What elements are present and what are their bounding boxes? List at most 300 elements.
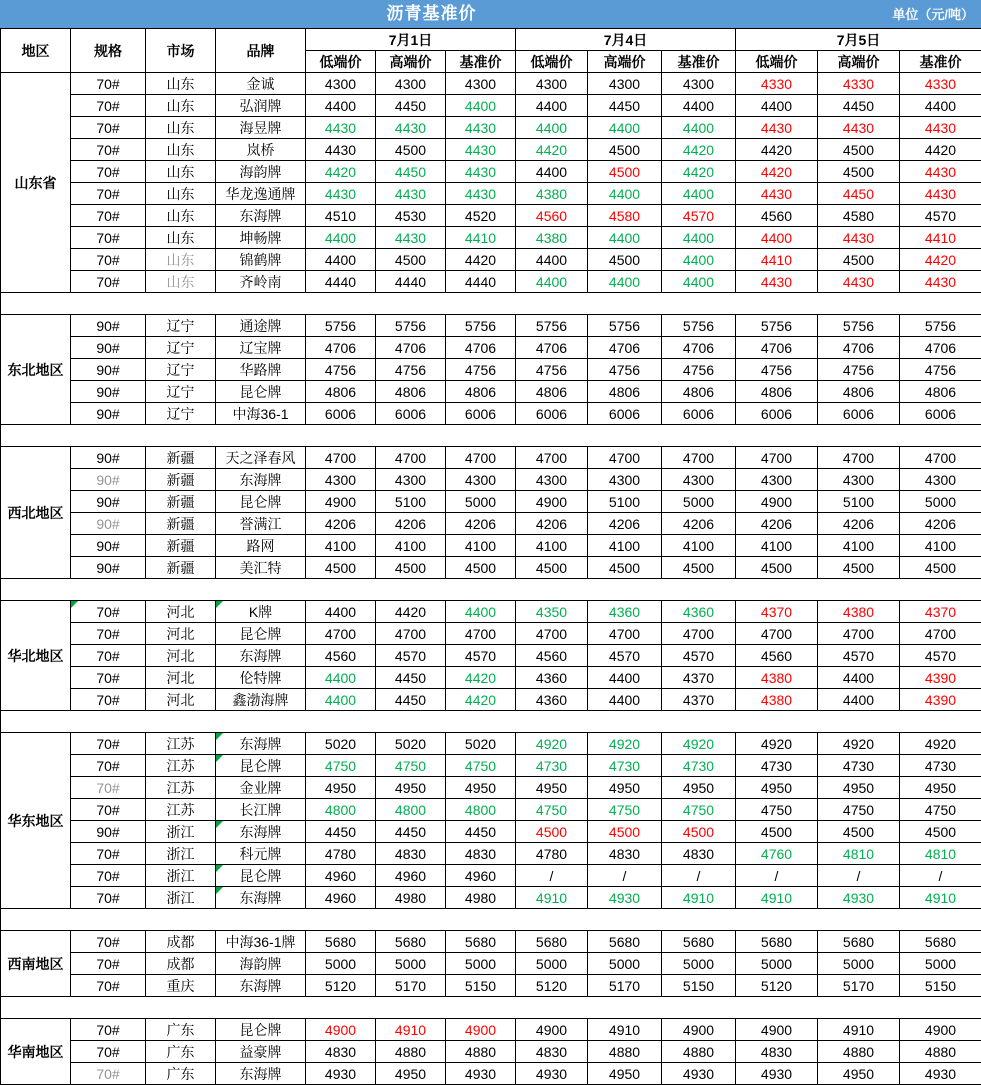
price-cell: 4206 bbox=[306, 513, 376, 535]
price-cell: 4920 bbox=[900, 733, 981, 755]
price-cell: 4930 bbox=[446, 1063, 516, 1085]
price-cell: / bbox=[900, 865, 981, 887]
region-cell: 华南地区 bbox=[1, 1019, 71, 1085]
price-cell: 4500 bbox=[818, 557, 900, 579]
price-cell: 4450 bbox=[376, 161, 446, 183]
price-cell: 5170 bbox=[376, 975, 446, 997]
price-cell: 4830 bbox=[446, 843, 516, 865]
brand-cell: 昆仑牌 bbox=[216, 755, 306, 777]
spec-cell: 70# bbox=[71, 755, 146, 777]
table-row bbox=[1, 975, 981, 997]
price-cell: 5000 bbox=[900, 491, 981, 513]
brand-cell: 金诚 bbox=[216, 73, 306, 95]
price-cell: 4580 bbox=[818, 205, 900, 227]
brand-cell: 昆仑牌 bbox=[216, 865, 306, 887]
spec-cell: 70# bbox=[71, 843, 146, 865]
price-cell: 4756 bbox=[900, 359, 981, 381]
price-cell: 5680 bbox=[376, 931, 446, 953]
price-cell: 4900 bbox=[662, 1019, 736, 1041]
spec-cell: 70# bbox=[71, 271, 146, 293]
price-cell: 4100 bbox=[818, 535, 900, 557]
price-cell: 4806 bbox=[736, 381, 818, 403]
price-cell: 4420 bbox=[900, 139, 981, 161]
unit-label: 单位（元/吨） bbox=[892, 7, 974, 22]
brand-cell: 东海牌 bbox=[216, 205, 306, 227]
price-cell: 4750 bbox=[900, 799, 981, 821]
price-cell: 4960 bbox=[306, 865, 376, 887]
table-row bbox=[1, 667, 981, 689]
price-cell: 4380 bbox=[516, 183, 588, 205]
price-cell: 4430 bbox=[306, 139, 376, 161]
price-cell: 4780 bbox=[516, 843, 588, 865]
price-cell: 4400 bbox=[818, 689, 900, 711]
price-cell: 4950 bbox=[516, 777, 588, 799]
brand-cell: 东海牌 bbox=[216, 733, 306, 755]
brand-cell: 辽宝牌 bbox=[216, 337, 306, 359]
price-cell: 4960 bbox=[446, 865, 516, 887]
price-cell: 5756 bbox=[662, 315, 736, 337]
price-cell: 4420 bbox=[516, 139, 588, 161]
price-cell: 4800 bbox=[306, 799, 376, 821]
price-cell: 5680 bbox=[306, 931, 376, 953]
price-cell: 4430 bbox=[306, 183, 376, 205]
market-cell: 河北 bbox=[146, 667, 216, 689]
brand-cell: 长江牌 bbox=[216, 799, 306, 821]
brand-cell: 昆仑牌 bbox=[216, 381, 306, 403]
spec-cell: 70# bbox=[71, 95, 146, 117]
price-cell: 4450 bbox=[376, 667, 446, 689]
price-cell: 4300 bbox=[588, 73, 662, 95]
price-cell: 4920 bbox=[736, 733, 818, 755]
price-cell: 4100 bbox=[662, 535, 736, 557]
price-cell: 4410 bbox=[446, 227, 516, 249]
price-cell: 4706 bbox=[818, 337, 900, 359]
price-cell: 4700 bbox=[818, 623, 900, 645]
spec-cell: 70# bbox=[71, 1041, 146, 1063]
price-cell: 4430 bbox=[376, 227, 446, 249]
price-cell: 5000 bbox=[900, 953, 981, 975]
price-cell: 4520 bbox=[446, 205, 516, 227]
price-cell: 4410 bbox=[736, 249, 818, 271]
price-cell: 4920 bbox=[662, 733, 736, 755]
price-cell: 4756 bbox=[376, 359, 446, 381]
page-title: 沥青基准价 bbox=[386, 4, 477, 23]
spec-cell: 70# bbox=[71, 689, 146, 711]
error-flag-icon bbox=[216, 601, 223, 608]
price-cell: 4960 bbox=[376, 865, 446, 887]
spec-cell: 90# bbox=[71, 491, 146, 513]
price-cell: 5020 bbox=[306, 733, 376, 755]
spec-cell: 70# bbox=[71, 205, 146, 227]
price-cell: 4330 bbox=[900, 73, 981, 95]
price-cell: 4700 bbox=[306, 623, 376, 645]
market-cell: 辽宁 bbox=[146, 337, 216, 359]
price-cell: 4806 bbox=[900, 381, 981, 403]
price-cell: 4930 bbox=[736, 1063, 818, 1085]
market-cell: 山东 bbox=[146, 271, 216, 293]
price-cell: 4830 bbox=[736, 1041, 818, 1063]
market-cell: 山东 bbox=[146, 227, 216, 249]
price-cell: 4400 bbox=[516, 95, 588, 117]
price-cell: 4380 bbox=[736, 667, 818, 689]
price-cell: 4400 bbox=[306, 249, 376, 271]
header-row-dates bbox=[1, 29, 981, 51]
price-cell: 5000 bbox=[376, 953, 446, 975]
price-cell: 5000 bbox=[818, 953, 900, 975]
price-cell: 4400 bbox=[662, 117, 736, 139]
price-cell: 4430 bbox=[376, 117, 446, 139]
spec-cell: 70# bbox=[71, 975, 146, 997]
table-row bbox=[1, 821, 981, 843]
table-row bbox=[1, 117, 981, 139]
price-cell: 5756 bbox=[306, 315, 376, 337]
brand-cell: 锦鹤牌 bbox=[216, 249, 306, 271]
price-cell: 4900 bbox=[736, 1019, 818, 1041]
price-cell: 4430 bbox=[306, 117, 376, 139]
price-cell: 4430 bbox=[446, 139, 516, 161]
price-cell: 4560 bbox=[516, 205, 588, 227]
price-cell: 4300 bbox=[306, 469, 376, 491]
price-cell: 4706 bbox=[736, 337, 818, 359]
market-cell: 重庆 bbox=[146, 975, 216, 997]
market-cell: 浙江 bbox=[146, 821, 216, 843]
price-cell: 4700 bbox=[588, 447, 662, 469]
price-cell: 6006 bbox=[588, 403, 662, 425]
price-cell: 4760 bbox=[736, 843, 818, 865]
price-cell: 4400 bbox=[588, 689, 662, 711]
market-cell: 山东 bbox=[146, 117, 216, 139]
price-cell: 5150 bbox=[446, 975, 516, 997]
table-row bbox=[1, 183, 981, 205]
brand-cell: 坤畅牌 bbox=[216, 227, 306, 249]
price-cell: 4700 bbox=[516, 447, 588, 469]
market-cell: 浙江 bbox=[146, 887, 216, 909]
col-header-high-3: 高端价 bbox=[818, 51, 900, 73]
price-cell: 4530 bbox=[376, 205, 446, 227]
price-cell: 6006 bbox=[900, 403, 981, 425]
price-cell: 4500 bbox=[376, 139, 446, 161]
price-cell: 4950 bbox=[900, 777, 981, 799]
brand-cell: 通途牌 bbox=[216, 315, 306, 337]
brand-cell: 金业牌 bbox=[216, 777, 306, 799]
col-header-low-2: 低端价 bbox=[516, 51, 588, 73]
price-cell: 4930 bbox=[818, 887, 900, 909]
price-cell: 4430 bbox=[736, 183, 818, 205]
error-flag-icon bbox=[71, 601, 78, 608]
price-cell: 4706 bbox=[900, 337, 981, 359]
price-cell: 6006 bbox=[446, 403, 516, 425]
price-cell: 4500 bbox=[662, 557, 736, 579]
market-cell: 河北 bbox=[146, 601, 216, 623]
spec-cell: 70# bbox=[71, 601, 146, 623]
price-cell: 4810 bbox=[818, 843, 900, 865]
price-cell: 4330 bbox=[818, 73, 900, 95]
price-cell: 4100 bbox=[446, 535, 516, 557]
price-cell: 4706 bbox=[376, 337, 446, 359]
price-cell: 4300 bbox=[662, 469, 736, 491]
price-cell: 4750 bbox=[818, 799, 900, 821]
spec-cell: 70# bbox=[71, 645, 146, 667]
error-flag-icon bbox=[216, 821, 223, 828]
section-separator bbox=[1, 293, 981, 315]
price-cell: 4400 bbox=[516, 161, 588, 183]
price-cell: 4750 bbox=[516, 799, 588, 821]
price-cell: 4950 bbox=[662, 777, 736, 799]
price-cell: 4500 bbox=[736, 557, 818, 579]
col-header-date-3: 7月5日 bbox=[736, 29, 981, 51]
price-cell: 4206 bbox=[376, 513, 446, 535]
brand-cell: 伦特牌 bbox=[216, 667, 306, 689]
price-cell: 4830 bbox=[588, 843, 662, 865]
brand-cell: 海昱牌 bbox=[216, 117, 306, 139]
price-cell: 5756 bbox=[376, 315, 446, 337]
price-cell: 4430 bbox=[446, 183, 516, 205]
price-cell: 4910 bbox=[900, 887, 981, 909]
spec-cell: 90# bbox=[71, 315, 146, 337]
price-cell: 4400 bbox=[306, 227, 376, 249]
price-cell: 4300 bbox=[588, 469, 662, 491]
price-cell: 4730 bbox=[818, 755, 900, 777]
price-cell: 4430 bbox=[900, 117, 981, 139]
price-cell: 4730 bbox=[736, 755, 818, 777]
price-cell: 4560 bbox=[736, 205, 818, 227]
price-cell: 4780 bbox=[306, 843, 376, 865]
price-cell: 5000 bbox=[446, 491, 516, 513]
price-cell: 4500 bbox=[588, 249, 662, 271]
price-cell: 4980 bbox=[446, 887, 516, 909]
price-cell: 4370 bbox=[736, 601, 818, 623]
price-cell: 4300 bbox=[446, 469, 516, 491]
price-cell: 4830 bbox=[662, 843, 736, 865]
spec-cell: 70# bbox=[71, 667, 146, 689]
price-cell: 6006 bbox=[306, 403, 376, 425]
price-cell: 4400 bbox=[516, 249, 588, 271]
price-cell: 4430 bbox=[376, 183, 446, 205]
spec-cell: 90# bbox=[71, 557, 146, 579]
table-row bbox=[1, 887, 981, 909]
price-cell: 4420 bbox=[376, 601, 446, 623]
price-cell: 4950 bbox=[306, 777, 376, 799]
price-cell: 4706 bbox=[662, 337, 736, 359]
price-cell: 4560 bbox=[736, 645, 818, 667]
price-cell: 4360 bbox=[516, 667, 588, 689]
table-header bbox=[1, 29, 981, 73]
price-cell: 5100 bbox=[376, 491, 446, 513]
col-header-base-1: 基准价 bbox=[446, 51, 516, 73]
price-cell: 4950 bbox=[376, 1063, 446, 1085]
price-cell: 4900 bbox=[900, 1019, 981, 1041]
price-cell: 4420 bbox=[900, 249, 981, 271]
col-header-region: 地区 bbox=[1, 29, 71, 73]
price-cell: 4910 bbox=[818, 1019, 900, 1041]
price-cell: 4500 bbox=[306, 557, 376, 579]
region-cell: 山东省 bbox=[1, 73, 71, 293]
price-cell: 4910 bbox=[736, 887, 818, 909]
price-cell: 4206 bbox=[900, 513, 981, 535]
price-cell: 6006 bbox=[516, 403, 588, 425]
table-row bbox=[1, 733, 981, 755]
table-row bbox=[1, 689, 981, 711]
price-cell: 4880 bbox=[900, 1041, 981, 1063]
price-cell: 4400 bbox=[446, 95, 516, 117]
price-cell: 4500 bbox=[818, 249, 900, 271]
price-cell: 4806 bbox=[588, 381, 662, 403]
price-cell: 4420 bbox=[446, 667, 516, 689]
spec-cell: 70# bbox=[71, 249, 146, 271]
price-cell: 5000 bbox=[662, 953, 736, 975]
price-cell: 4806 bbox=[818, 381, 900, 403]
price-cell: 4400 bbox=[900, 95, 981, 117]
price-cell: 4370 bbox=[662, 689, 736, 711]
price-cell: 5000 bbox=[588, 953, 662, 975]
price-cell: 4500 bbox=[446, 557, 516, 579]
price-cell: 4370 bbox=[900, 601, 981, 623]
price-cell: 4400 bbox=[736, 95, 818, 117]
price-cell: 4400 bbox=[588, 271, 662, 293]
price-cell: 4206 bbox=[588, 513, 662, 535]
price-cell: 4756 bbox=[306, 359, 376, 381]
market-cell: 河北 bbox=[146, 689, 216, 711]
col-header-high-1: 高端价 bbox=[376, 51, 446, 73]
table-row bbox=[1, 799, 981, 821]
price-cell: 4400 bbox=[818, 667, 900, 689]
spec-cell: 70# bbox=[71, 623, 146, 645]
price-cell: 4910 bbox=[376, 1019, 446, 1041]
price-table bbox=[0, 28, 981, 1085]
table-row bbox=[1, 931, 981, 953]
brand-cell: 齐岭南 bbox=[216, 271, 306, 293]
market-cell: 江苏 bbox=[146, 755, 216, 777]
price-cell: / bbox=[818, 865, 900, 887]
separator-cell bbox=[1, 425, 981, 447]
market-cell: 山东 bbox=[146, 161, 216, 183]
price-cell: 4500 bbox=[818, 139, 900, 161]
price-cell: 4930 bbox=[588, 887, 662, 909]
spec-cell: 90# bbox=[71, 359, 146, 381]
price-cell: 4880 bbox=[662, 1041, 736, 1063]
brand-cell: 东海牌 bbox=[216, 821, 306, 843]
market-cell: 新疆 bbox=[146, 469, 216, 491]
price-cell: 4300 bbox=[446, 73, 516, 95]
price-cell: 5150 bbox=[662, 975, 736, 997]
price-cell: 4800 bbox=[446, 799, 516, 821]
col-header-base-3: 基准价 bbox=[900, 51, 981, 73]
brand-cell: 鑫渤海牌 bbox=[216, 689, 306, 711]
price-cell: 4500 bbox=[900, 557, 981, 579]
price-cell: 4100 bbox=[736, 535, 818, 557]
price-cell: 4700 bbox=[446, 447, 516, 469]
brand-cell: 东海牌 bbox=[216, 1063, 306, 1085]
market-cell: 新疆 bbox=[146, 557, 216, 579]
price-cell: 4750 bbox=[376, 755, 446, 777]
brand-cell: 昆仑牌 bbox=[216, 1019, 306, 1041]
spec-cell: 70# bbox=[71, 139, 146, 161]
price-cell: 4806 bbox=[376, 381, 446, 403]
price-cell: 4910 bbox=[662, 887, 736, 909]
price-cell: 4300 bbox=[818, 469, 900, 491]
table-row bbox=[1, 161, 981, 183]
price-cell: 5000 bbox=[516, 953, 588, 975]
spec-cell: 90# bbox=[71, 381, 146, 403]
price-cell: 4830 bbox=[376, 843, 446, 865]
table-row bbox=[1, 205, 981, 227]
price-cell: 4400 bbox=[516, 117, 588, 139]
price-cell: 5170 bbox=[818, 975, 900, 997]
price-cell: 4950 bbox=[736, 777, 818, 799]
brand-cell: 中海36-1牌 bbox=[216, 931, 306, 953]
table-row bbox=[1, 557, 981, 579]
price-cell: 4300 bbox=[736, 469, 818, 491]
price-cell: 4360 bbox=[516, 689, 588, 711]
price-cell: 4700 bbox=[900, 447, 981, 469]
table-row bbox=[1, 1063, 981, 1085]
price-cell: 4430 bbox=[818, 271, 900, 293]
price-cell: 4500 bbox=[736, 821, 818, 843]
price-cell: 6006 bbox=[736, 403, 818, 425]
price-cell: 4950 bbox=[588, 777, 662, 799]
price-cell: 4950 bbox=[376, 777, 446, 799]
col-header-high-2: 高端价 bbox=[588, 51, 662, 73]
table-row bbox=[1, 249, 981, 271]
price-cell: 4800 bbox=[376, 799, 446, 821]
price-cell: 4700 bbox=[736, 623, 818, 645]
price-cell: 5680 bbox=[818, 931, 900, 953]
market-cell: 山东 bbox=[146, 73, 216, 95]
price-cell: 5150 bbox=[900, 975, 981, 997]
price-cell: 4570 bbox=[376, 645, 446, 667]
price-cell: 5680 bbox=[446, 931, 516, 953]
price-cell: 4920 bbox=[818, 733, 900, 755]
price-cell: 4100 bbox=[306, 535, 376, 557]
spec-cell: 70# bbox=[71, 1019, 146, 1041]
price-cell: 4930 bbox=[900, 1063, 981, 1085]
price-cell: 4300 bbox=[516, 469, 588, 491]
brand-cell: 中海36-1 bbox=[216, 403, 306, 425]
price-cell: 4900 bbox=[516, 1019, 588, 1041]
price-cell: 4400 bbox=[588, 667, 662, 689]
market-cell: 江苏 bbox=[146, 777, 216, 799]
price-cell: 4900 bbox=[446, 1019, 516, 1041]
market-cell: 山东 bbox=[146, 249, 216, 271]
price-cell: 4500 bbox=[818, 161, 900, 183]
price-cell: 4750 bbox=[306, 755, 376, 777]
price-cell: 4920 bbox=[516, 733, 588, 755]
price-cell: 4400 bbox=[306, 667, 376, 689]
price-cell: 4206 bbox=[736, 513, 818, 535]
price-cell: 4430 bbox=[900, 271, 981, 293]
price-cell: 4430 bbox=[736, 117, 818, 139]
table-row bbox=[1, 447, 981, 469]
price-cell: 4300 bbox=[306, 73, 376, 95]
table-row bbox=[1, 1019, 981, 1041]
table-row bbox=[1, 601, 981, 623]
price-cell: 4570 bbox=[818, 645, 900, 667]
table-row bbox=[1, 469, 981, 491]
market-cell: 新疆 bbox=[146, 535, 216, 557]
brand-cell: 弘润牌 bbox=[216, 95, 306, 117]
price-cell: 4100 bbox=[900, 535, 981, 557]
price-cell: 5000 bbox=[662, 491, 736, 513]
price-cell: 4700 bbox=[662, 623, 736, 645]
price-cell: 4706 bbox=[306, 337, 376, 359]
col-header-base-2: 基准价 bbox=[662, 51, 736, 73]
price-cell: 4100 bbox=[516, 535, 588, 557]
price-cell: 4570 bbox=[588, 645, 662, 667]
section-separator bbox=[1, 909, 981, 931]
price-cell: 4206 bbox=[446, 513, 516, 535]
price-cell: 4700 bbox=[736, 447, 818, 469]
price-cell: 4400 bbox=[306, 95, 376, 117]
